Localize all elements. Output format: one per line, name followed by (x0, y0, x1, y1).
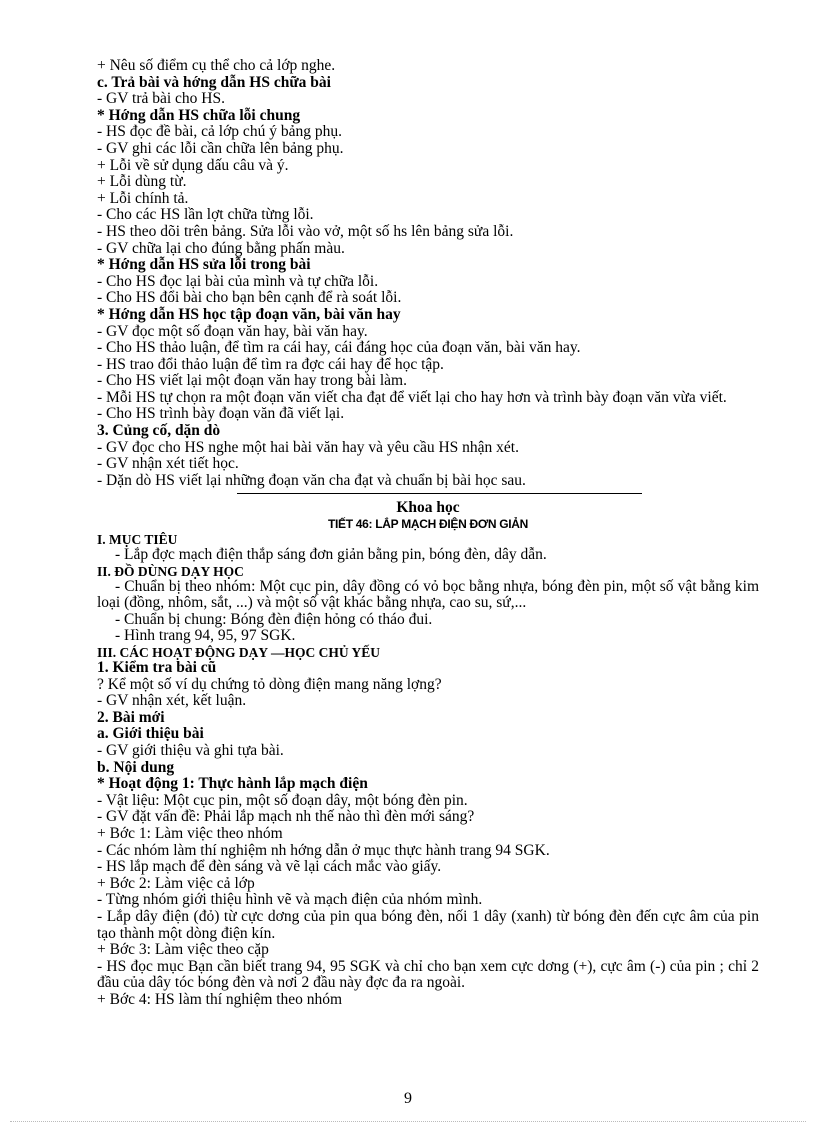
text-line: - GV trả bài cho HS. (97, 90, 225, 108)
text-line: - GV đọc một số đoạn văn hay, bài văn hay. (97, 322, 368, 340)
text-line: + Lỗi dùng từ. (97, 173, 187, 191)
text-line: - Cho HS trình bày đoạn văn đã viết lại. (97, 405, 345, 423)
text-line: - HS trao đổi thảo luận để tìm ra đợc cái hay để học tập. (97, 355, 444, 373)
text-line: - GV giới thiệu và ghi tựa bài. (97, 741, 284, 759)
text-line: + Lỗi chính tả. (97, 189, 189, 207)
section-heading: c. Trả bài và hớng dẫn HS chữa bài (97, 73, 331, 91)
lesson-title: Khoa học (396, 499, 460, 517)
text-line: - Cho HS đọc lại bài của mình và tự chữa lỗi. (97, 272, 379, 290)
page-bottom-border (10, 1121, 806, 1122)
text-line: ? Kể một số ví dụ chứng tỏ dòng điện mang năng lợng? (97, 675, 442, 693)
document-page (97, 58, 759, 1008)
section-heading: * Hớng dẫn HS học tập đoạn văn, bài văn hay (97, 305, 401, 323)
page-number: 9 (404, 1090, 412, 1107)
text-line: - Từng nhóm giới thiệu hình vẽ và mạch điện của nhóm mình. (97, 891, 483, 909)
text-paragraph: - Chuẩn bị theo nhóm: Một cục pin, dây đồng có vỏ bọc bằng nhựa, bóng đèn pin, một số vật bằng kim loại (đồng, nhôm, sắt, ...) và một số vật khác bằng nhựa, cao su, sứ,... (97, 577, 759, 612)
text-line: - HS lắp mạch để đèn sáng và vẽ lại cách mắc vào giấy. (97, 858, 442, 876)
text-line: - HS theo dõi trên bảng. Sửa lỗi vào vở, một số hs lên bảng sửa lỗi. (97, 222, 514, 240)
text-line: - GV nhận xét, kết luận. (97, 692, 247, 710)
text-line: - Vật liệu: Một cục pin, một số đoạn dây, một bóng đèn pin. (97, 791, 468, 809)
section-heading: I. MỤC TIÊU (97, 532, 178, 548)
text-line: - Chuẩn bị chung: Bóng đèn điện hỏng có tháo đui. (115, 610, 433, 628)
section-heading: III. CÁC HOẠT ĐỘNG DẠY —HỌC CHỦ YẾU (97, 645, 381, 660)
text-line: + Nêu số điểm cụ thể cho cả lớp nghe. (97, 57, 336, 74)
text-line: - Dặn dò HS viết lại những đoạn văn cha đạt và chuẩn bị bài học sau. (97, 471, 526, 489)
text-line: - GV ghi các lỗi cần chữa lên bảng phụ. (97, 139, 344, 157)
text-line: + Bớc 2: Làm việc cả lớp (97, 874, 255, 892)
text-line: + Bớc 3: Làm việc theo cặp (97, 941, 269, 959)
section-heading: 1. Kiểm tra bài cũ (97, 659, 217, 676)
section-heading: * Hớng dẫn HS chữa lỗi chung (97, 106, 301, 124)
text-line: - GV nhận xét tiết học. (97, 455, 239, 473)
text-line: + Bớc 4: HS làm thí nghiệm theo nhóm (97, 990, 343, 1008)
text-paragraph: - Mỗi HS tự chọn ra một đoạn văn viết cha đạt để viết lại cho hay hơn và trình bày đoạn văn vừa viết. (97, 388, 727, 406)
text-line: - Cho HS thảo luận, để tìm ra cái hay, cái đáng học của đoạn văn, bài văn hay. (97, 339, 581, 357)
text-line: - Cho HS viết lại một đoạn văn hay trong bài làm. (97, 372, 407, 390)
text-paragraph: - HS đọc mục Bạn cần biết trang 94, 95 SGK và chỉ cho bạn xem cực dơng (+), cực âm (-) của pin ; chỉ 2 đầu của dây tóc bóng đèn và nơi 2 đầu này đợc đa ra ngoài. (97, 957, 759, 992)
section-divider (237, 493, 642, 494)
text-line: - GV đặt vấn đề: Phải lắp mạch nh thế nào thì đèn mới sáng? (97, 808, 475, 826)
text-line: - GV chữa lại cho đúng bằng phấn màu. (97, 239, 345, 257)
text-line: - HS đọc đề bài, cả lớp chú ý bảng phụ. (97, 123, 342, 141)
text-line: - Cho HS đổi bài cho bạn bên cạnh để rà soát lỗi. (97, 289, 402, 307)
text-line: - GV đọc cho HS nghe một hai bài văn hay và yêu cầu HS nhận xét. (97, 438, 519, 456)
text-line: - Cho các HS lần lợt chữa từng lỗi. (97, 206, 314, 224)
text-line: - Các nhóm làm thí nghiệm nh hớng dẫn ở mục thực hành trang 94 SGK. (97, 841, 550, 859)
section-heading: 3. Củng cố, dặn dò (97, 422, 221, 440)
section-heading: * Hoạt động 1: Thực hành lắp mạch điện (97, 775, 368, 793)
section-heading: * Hớng dẫn HS sửa lỗi trong bài (97, 256, 311, 274)
text-line: + Bớc 1: Làm việc theo nhóm (97, 824, 283, 842)
section-heading: b. Nội dung (97, 758, 175, 776)
section-heading: 2. Bài mới (97, 708, 165, 726)
text-line: + Lỗi về sử dụng dấu câu và ý. (97, 156, 289, 174)
text-line: - Lắp đợc mạch điện thắp sáng đơn giản bằng pin, bóng đèn, dây dẫn. (115, 546, 547, 564)
section-heading: a. Giới thiệu bài (97, 725, 204, 743)
lesson-subtitle: TIẾT 46: LẮP MẠCH ĐIỆN ĐƠN GIẢN (327, 517, 529, 532)
text-paragraph: - Lắp dây điện (đỏ) từ cực dơng của pin qua bóng đèn, nối 1 dây (xanh) từ bóng đèn đến cực âm của pin tạo thành một dòng điện kín. (97, 907, 759, 942)
text-line: - Hình trang 94, 95, 97 SGK. (115, 627, 296, 645)
section-heading: II. ĐỒ DÙNG DẠY HỌC (97, 563, 244, 579)
